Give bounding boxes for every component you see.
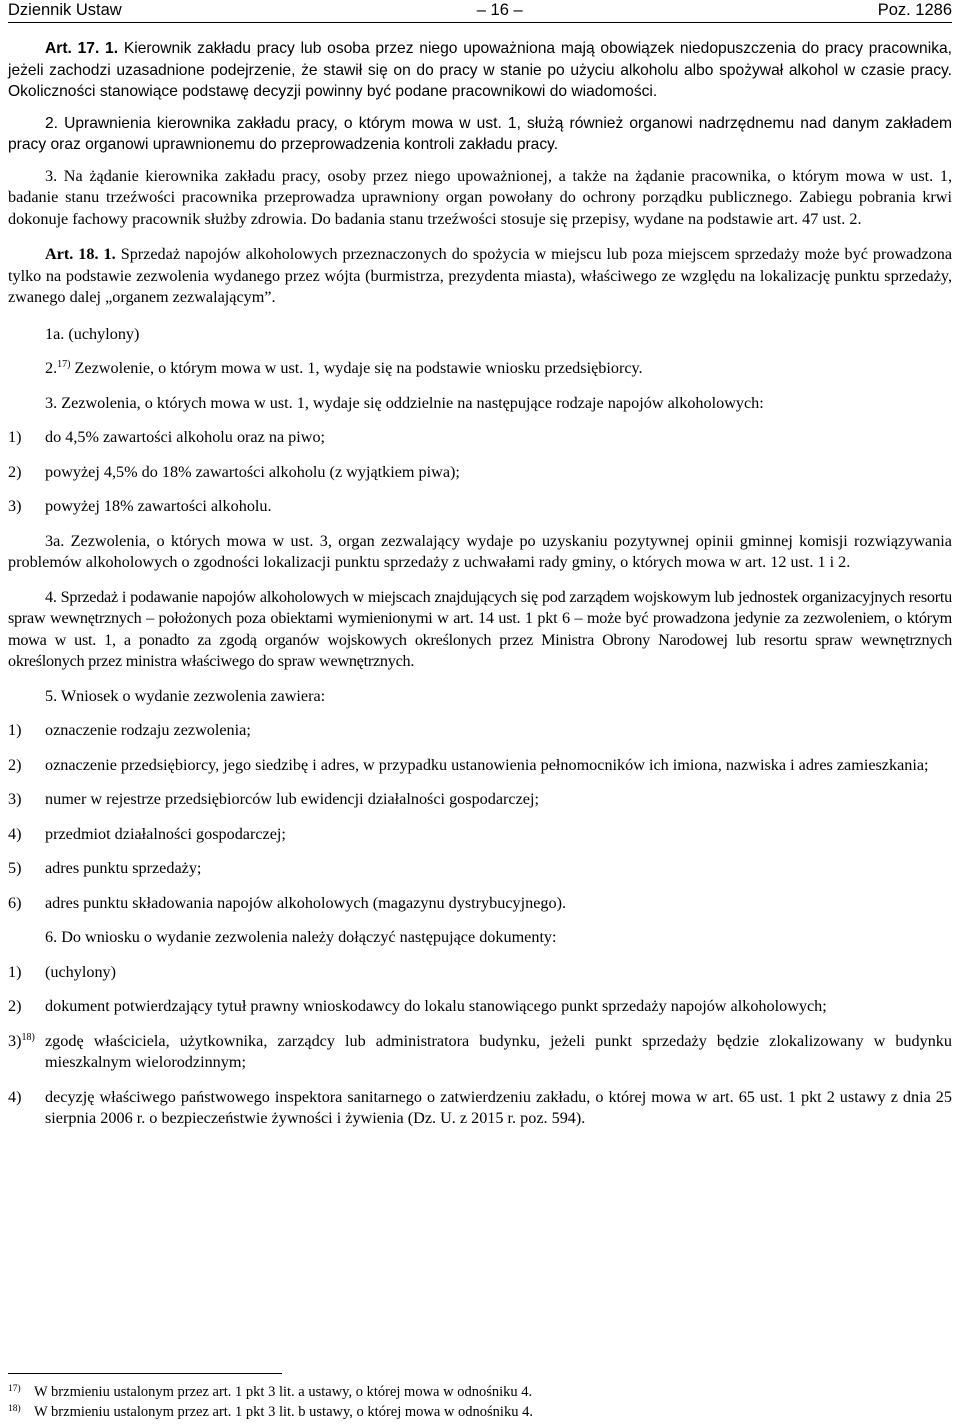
art17-label: Art. 17. 1. — [45, 40, 119, 57]
list-item — [8, 996, 952, 1018]
art17-paragraph-1 — [8, 38, 952, 103]
art18-paragraph-3: 3. Zezwolenia, o których mowa w ust. 1, wydaje się oddzielnie na następujące rodzaje napojów alkoholowych: — [45, 393, 764, 412]
list-item-text: decyzję właściwego państwowego inspektora sanitarnego o zatwierdzeniu zakładu, o której mowa w art. 65 ust. 1 pkt 2 ustawy z dnia 25 sierpnia 2006 r. o bezpieczeństwie żywności i żywienia (Dz. U. z 2015 r. poz. 594). — [45, 1087, 952, 1127]
list-item-text: przedmiot działalności gospodarczej; — [45, 824, 286, 843]
list-item-text: dokument potwierdzający tytuł prawny wnioskodawcy do lokalu stanowiącego punkt sprzedaży napojów alkoholowych; — [45, 997, 827, 1015]
art17-p1-text: Kierownik zakładu pracy lub osoba przez niego upoważniona mają obowiązek niedopuszczenia do pracy pracownika, jeżeli zachodzi uzasadnione podejrzenie, że stawił się on do pracy w stanie po użyciu alkoholu albo spożywał alkohol w czasie pracy. Okoliczności stanowiące podstawę decyzji powinny być podane pracownikowi do wiadomości. — [8, 40, 952, 100]
list-item-number: 2) — [8, 462, 22, 481]
art18-paragraph-1 — [8, 244, 952, 309]
footnote-ref-18: 18) — [21, 1031, 35, 1043]
list-item-text: powyżej 4,5% do 18% zawartości alkoholu (z wyjątkiem piwa); — [45, 462, 460, 481]
list-item — [8, 427, 952, 449]
list-item-text: numer w rejestrze przedsiębiorców lub ewidencji działalności gospodarczej; — [45, 790, 539, 808]
list-item — [8, 462, 952, 484]
art18-p5-list — [8, 720, 952, 914]
footnote-text: W brzmieniu ustalonym przez art. 1 pkt 3 lit. b ustawy, o której mowa w odnośniku 4. — [34, 1404, 533, 1420]
list-item-text: adres punktu sprzedaży; — [45, 859, 202, 877]
list-item-text: adres punktu składowania napojów alkoholowych (magazynu dystrybucyjnego). — [45, 893, 567, 912]
art18-paragraph-6: 6. Do wniosku o wydanie zezwolenia należy dołączyć następujące dokumenty: — [45, 928, 557, 946]
list-item-text: powyżej 18% zawartości alkoholu. — [45, 497, 272, 515]
list-item-number — [8, 1031, 45, 1074]
list-item — [8, 858, 952, 880]
art18-p2-num: 2. — [45, 359, 58, 377]
list-item — [8, 962, 952, 984]
list-item-number: 3) — [8, 497, 22, 515]
list-item-number: 2) — [8, 997, 22, 1015]
art18-label: Art. 18. 1. — [45, 245, 116, 263]
list-item-number: 1) — [8, 962, 22, 981]
art18-paragraph-5: 5. Wniosek o wydanie zezwolenia zawiera: — [45, 686, 326, 705]
art17-paragraph-2: 2. Uprawnienia kierownika zakładu pracy, o którym mowa w ust. 1, służą również organowi nadrzędnemu nad danym zakładem pracy oraz organowi uprawnionemu do przeprowadzenia kontroli zakładu pracy. — [8, 114, 952, 153]
footnote-number-text: 17) — [8, 1384, 21, 1394]
list-item — [8, 824, 952, 846]
art17-paragraph-3: 3. Na żądanie kierownika zakładu pracy, osoby przez niego upoważnionej, a także na żądanie pracownika, o którym mowa w ust. 1, badanie stanu trzeźwości pracownika przeprowadza uprawniony organ powołany do ochrony porządku publicznego. Zabiegu pobrania krwi dokonuje fachowy pracownik służby zdrowia. Do badania stanu trzeźwości stosuje się przepisy, wydane na podstawie art. 47 ust. 2. — [8, 166, 952, 228]
footnote-number — [8, 1382, 34, 1402]
list-item-number: 6) — [8, 893, 22, 912]
list-item-text: oznaczenie rodzaju zezwolenia; — [45, 721, 251, 739]
list-item-number: 4) — [8, 824, 22, 843]
journal-title: Dziennik Ustaw — [8, 1, 122, 20]
list-item-text: (uchylony) — [45, 962, 117, 981]
footnote-divider — [8, 1373, 282, 1374]
list-item — [8, 789, 952, 811]
list-item — [8, 1031, 952, 1074]
list-item-number: 3) — [8, 790, 22, 808]
list-item-number: 1) — [8, 428, 22, 446]
art18-p2-text: Zezwolenie, o którym mowa w ust. 1, wydaje się na podstawie wniosku przedsiębiorcy. — [74, 359, 643, 377]
art18-paragraph-4: 4. Sprzedaż i podawanie napojów alkoholowych w miejscach znajdujących się pod zarządem wojskowym lub jednostek organizacyjnych resortu spraw wewnętrznych – położonych poza obiektami wymienionymi w art. 14 ust. 1 pkt 6 – może być prowadzona jedynie za zezwoleniem, o którym mowa w ust. 1, a ponadto za zgodą organów wojskowych określonych przez Ministra Obrony Narodowej lub resortu spraw wewnętrznych określonych przez ministra właściwego do spraw wewnętrznych. — [8, 587, 952, 670]
list-item-number: 1) — [8, 721, 22, 739]
position-number: Poz. 1286 — [877, 1, 952, 20]
list-item-number: 5) — [8, 859, 22, 877]
page-header — [8, 0, 952, 22]
footnote-ref-17: 17) — [57, 359, 71, 370]
page-number: – 16 – — [476, 1, 523, 20]
footnote-number — [8, 1402, 34, 1422]
footnote-text: W brzmieniu ustalonym przez art. 1 pkt 3 lit. a ustawy, o której mowa w odnośniku 4. — [34, 1384, 533, 1400]
art18-paragraph-2 — [8, 358, 952, 380]
list-item-text: zgodę właściciela, użytkownika, zarządcy lub administratora budynku, jeżeli punkt sprzedaży będzie zlokalizowany w budynku mieszkalnym wielorodzinnym; — [45, 1031, 952, 1071]
footnote-18 — [8, 1402, 533, 1422]
footnote-number-text: 18) — [8, 1404, 21, 1414]
footnote-17 — [8, 1382, 533, 1402]
list-item-text: oznaczenie przedsiębiorcy, jego siedzibę i adres, w przypadku ustanowienia pełnomocników ich imiona, nazwiska i adres zamieszkania; — [45, 755, 929, 774]
list-item-number: 2) — [8, 755, 22, 774]
list-item — [8, 1087, 952, 1130]
footnotes — [8, 1382, 533, 1422]
list-item — [8, 496, 952, 518]
art18-p3-list — [8, 427, 952, 518]
art18-paragraph-1a: 1a. (uchylony) — [45, 324, 140, 343]
art18-p6-list — [8, 962, 952, 1130]
list-item — [8, 720, 952, 742]
header-divider — [8, 22, 952, 23]
list-item — [8, 755, 952, 777]
document-body — [8, 38, 952, 1130]
list-item-text: do 4,5% zawartości alkoholu oraz na piwo; — [45, 428, 326, 446]
art18-paragraph-3a: 3a. Zezwolenia, o których mowa w ust. 3, organ zezwalający wydaje po uzyskaniu pozytywnej opinii gminnej komisji rozwiązywania problemów alkoholowych o zgodności lokalizacji punktu sprzedaży z uchwałami rady gminy, o których mowa w art. 12 ust. 1 i 2. — [8, 531, 952, 571]
list-item-number-text: 3) — [8, 1031, 22, 1050]
art18-p1-text: Sprzedaż napojów alkoholowych przeznaczonych do spożycia w miejscu lub poza miejscem sprzedaży może być prowadzona tylko na podstawie zezwolenia wydanego przez wójta (burmistrza, prezydenta miasta), właściwego ze względu na lokalizację punktu sprzedaży, zwanego dalej „organem zezwalającym”. — [8, 245, 953, 306]
list-item — [8, 893, 952, 915]
list-item-number: 4) — [8, 1087, 22, 1106]
